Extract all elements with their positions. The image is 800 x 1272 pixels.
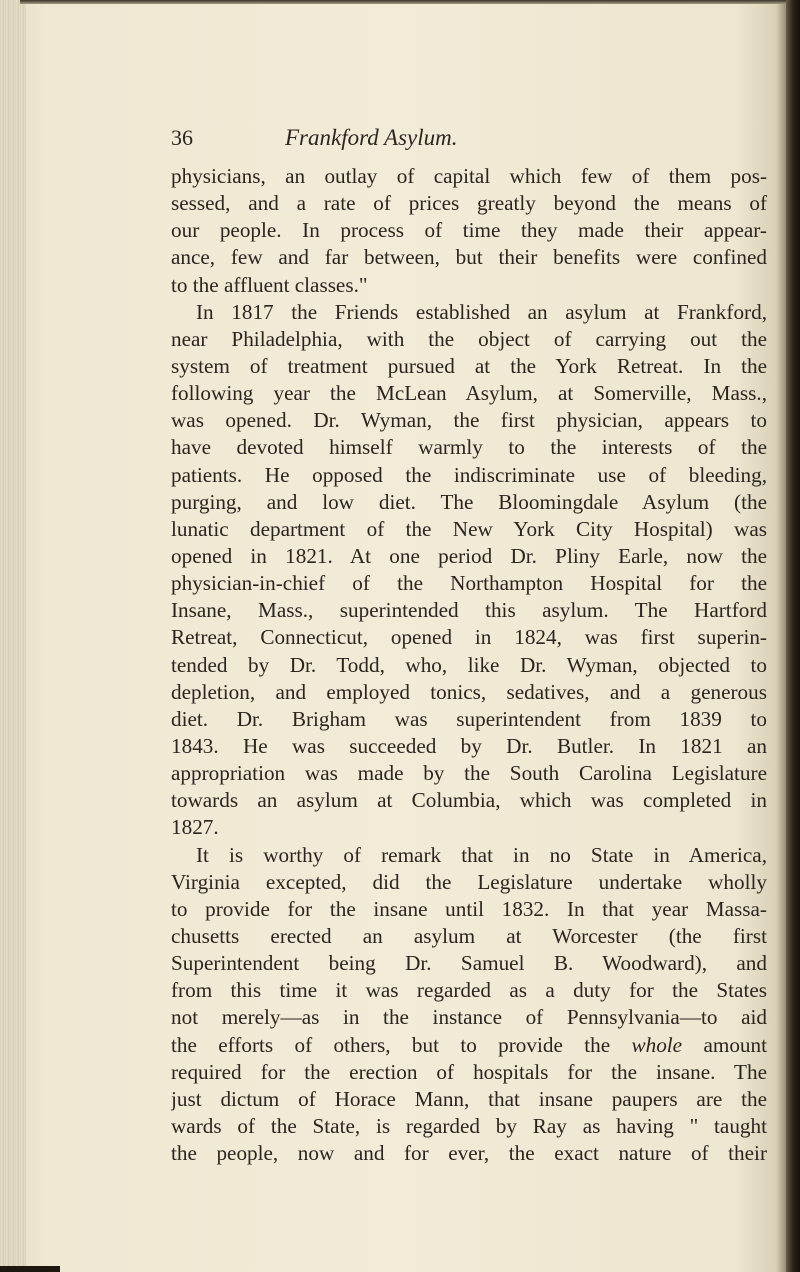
text-line-content: Insane, Mass., superintended this asylum. The Hartford xyxy=(171,598,767,623)
text-line xyxy=(171,760,767,787)
text-line-content: was opened. Dr. Wyman, the first physician, appears to xyxy=(171,408,767,433)
text-line xyxy=(171,1140,767,1167)
text-line-content: diet. Dr. Brigham was superintendent from 1839 to xyxy=(171,706,767,731)
body-text xyxy=(171,163,767,1167)
text-line-content: to provide for the insane until 1832. In that year Massa- xyxy=(171,896,767,921)
text-line-content: 1843. He was succeeded by Dr. Butler. In 1821 an xyxy=(171,733,767,758)
text-line xyxy=(171,814,767,841)
text-line xyxy=(171,1032,767,1059)
text-line xyxy=(171,353,767,380)
text-line xyxy=(171,950,767,977)
text-line xyxy=(171,787,767,814)
text-line-content: wards of the State, is regarded by Ray as having " taught xyxy=(171,1113,767,1138)
text-line xyxy=(171,244,767,271)
text-line-content: have devoted himself warmly to the interests of the xyxy=(171,435,767,460)
text-line xyxy=(171,407,767,434)
text-line xyxy=(171,1113,767,1140)
text-line-content: required for the erection of hospitals for the insane. The xyxy=(171,1059,767,1084)
text-line-content: just dictum of Horace Mann, that insane paupers are the xyxy=(171,1086,767,1111)
text-line xyxy=(171,624,767,651)
text-line-content: patients. He opposed the indiscriminate use of bleeding, xyxy=(171,462,767,487)
text-line xyxy=(171,543,767,570)
text-line xyxy=(171,516,767,543)
text-line-content: In 1817 the Friends established an asylum at Frankford, xyxy=(196,299,767,324)
text-line-content: Superintendent being Dr. Samuel B. Woodward), and xyxy=(171,951,767,976)
text-line xyxy=(171,597,767,624)
text-line-content: our people. In process of time they made their appear- xyxy=(171,218,767,243)
text-line-content: lunatic department of the New York City Hospital) was xyxy=(171,516,767,541)
text-line-content: Virginia excepted, did the Legislature undertake wholly xyxy=(171,869,767,894)
text-line-content: sessed, and a rate of prices greatly beyond the means of xyxy=(171,191,767,216)
text-line-content: purging, and low diet. The Bloomingdale Asylum (the xyxy=(171,489,767,514)
text-line-content: towards an asylum at Columbia, which was completed in xyxy=(171,788,767,813)
page-header xyxy=(171,125,771,161)
text-line-content: It is worthy of remark that in no State in America, xyxy=(196,842,767,867)
text-line xyxy=(171,1004,767,1031)
page-number: 36 xyxy=(171,125,193,150)
text-line xyxy=(171,380,767,407)
text-line-content: the efforts of others, but to provide the xyxy=(171,1032,632,1057)
text-line-content: near Philadelphia, with the object of carrying out the xyxy=(171,326,767,351)
text-line-content: following year the McLean Asylum, at Somerville, Mass., xyxy=(171,381,767,406)
text-line-content: physician-in-chief of the Northampton Hospital for the xyxy=(171,571,767,596)
text-line-content: from this time it was regarded as a duty for the States xyxy=(171,978,767,1003)
text-line-content: system of treatment pursued at the York Retreat. In the xyxy=(171,353,767,378)
text-line xyxy=(171,489,767,516)
text-line-content: ance, few and far between, but their benefits were confined xyxy=(171,245,767,270)
text-line-content: depletion, and employed tonics, sedatives, and a generous xyxy=(171,679,767,704)
text-line xyxy=(171,163,767,190)
text-line xyxy=(171,733,767,760)
text-line xyxy=(171,923,767,950)
text-line xyxy=(171,977,767,1004)
page-binding-edge xyxy=(0,0,26,1272)
text-line-content: not merely—as in the instance of Pennsylvania—to aid xyxy=(171,1005,767,1030)
page-top-border xyxy=(20,0,790,4)
text-line-continuation: amount xyxy=(682,1032,767,1057)
text-line-content: physicians, an outlay of capital which few of them pos- xyxy=(171,164,767,188)
text-line xyxy=(171,326,767,353)
text-line xyxy=(171,896,767,923)
text-line xyxy=(171,1086,767,1113)
text-line-content: chusetts erected an asylum at Worcester (the first xyxy=(171,923,767,948)
text-line-content: Retreat, Connecticut, opened in 1824, was first superin- xyxy=(171,625,767,650)
text-line xyxy=(171,842,767,869)
running-title: Frankford Asylum. xyxy=(285,125,458,150)
text-line xyxy=(171,706,767,733)
text-line xyxy=(171,190,767,217)
text-line xyxy=(171,652,767,679)
text-line-content: to the affluent classes." xyxy=(171,272,368,297)
text-line xyxy=(171,679,767,706)
text-line xyxy=(171,869,767,896)
text-line xyxy=(171,299,767,326)
text-line-content: the people, now and for ever, the exact nature of their xyxy=(171,1141,767,1166)
text-line xyxy=(171,462,767,489)
text-line xyxy=(171,434,767,461)
text-line xyxy=(171,217,767,244)
page-right-shadow xyxy=(786,0,800,1272)
text-line-content: appropriation was made by the South Carolina Legislature xyxy=(171,761,767,786)
text-line-content: 1827. xyxy=(171,815,219,840)
emphasized-word: whole xyxy=(631,1032,683,1057)
text-line xyxy=(171,570,767,597)
text-line-content: opened in 1821. At one period Dr. Pliny Earle, now the xyxy=(171,543,767,568)
text-line xyxy=(171,272,767,299)
page-bottom-mark xyxy=(0,1266,60,1272)
text-line xyxy=(171,1059,767,1086)
text-line-content: tended by Dr. Todd, who, like Dr. Wyman, objected to xyxy=(171,652,767,677)
